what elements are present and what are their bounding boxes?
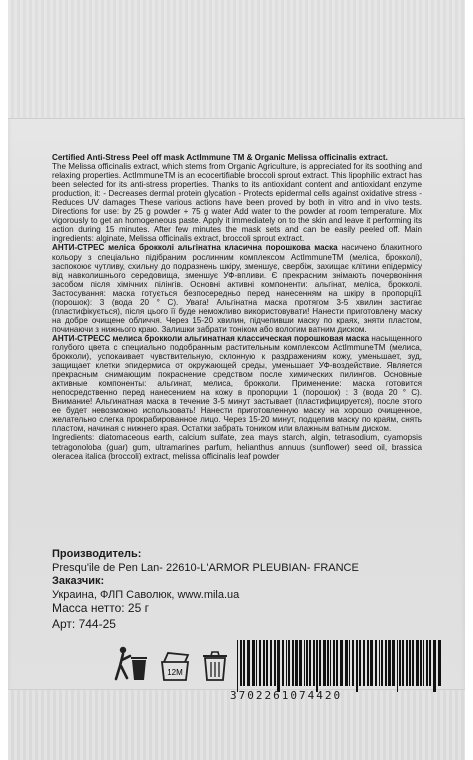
barcode-bar: [379, 640, 380, 686]
label-text: [52, 153, 422, 461]
barcode-bar: [409, 640, 411, 686]
manufacturer-block: [52, 548, 432, 602]
person-bin-icon: [112, 646, 150, 682]
barcode-bar: [240, 640, 242, 686]
barcode-bar: [333, 640, 335, 686]
english-description: The Melissa officinalis extract, which stems from Organic Agriculture, is appreciated for its soothing and relaxing properties. ActImmuneTM is an ecocertifiable broccoli sprout extract. This lipophilic extract has been selected for its anti-stress properties. Thanks to its antioxidant content and antioxidant enzyme production, it: - Decreases dermal protein glycation - Protects epidermal cells against oxidative stress - Reduces UV damages These various actions have been proved by both in vitro and in vivo tests. Directions for use: by 25 g powder + 75 g water Add water to the powder at room temperature. Mix vigorously to get an homogeneous paste. Apply it immediately on to the skin and leave it performing its action during 15 minutes. After few minutes the mask sets and can be easily peeled off. Main ingredients: alginate, Melissa officinalis extract, broccoli sprout extract.: [52, 162, 422, 244]
barcode-bar: [282, 640, 284, 686]
top-seal: [8, 0, 465, 119]
barcode-bar: [304, 640, 305, 686]
russian-description: АНТИ-СТРЕСС мелиса брокколи альгинатная классическая порошковая маска насыщенного голубого цвета с специально подобранным растительным комплексом ActImmuneTM (мелиса, брокколи), успокаивает чувствительную, склонную к раздражениям кожу, уменьшает, зуд, защищает клетки эпидермиса от окружающей среды, уменьшает УФ-воздействие. Является прекрасным снимающим покраснение средством после химических пилингов. Основные активные компоненты: альгинат, мелиса, брокколи. Применение: маска готовится непосредственно перед нанесением на кожу в пропорции 1 (порошок) : 3 (вода 20 ° C). Внимание! Альгинатная маска в течение 3-5 минут застывает (пластифицируется), после этого ее будет невозможно использовать! Нанести приготовленную маску на хорошо очищенное, желательно слегка прокрабированное лицо. Через 15-20 минут, подцепив маску по краям, снять пластом, начиная с нижнего края. Остатки забрать тоником или влажным ватным диском.: [52, 333, 422, 434]
barcode-bar: [402, 640, 404, 686]
barcode-bar: [330, 640, 331, 686]
barcode-bar: [309, 640, 311, 686]
barcode-bar: [292, 640, 294, 686]
barcode-bar: [286, 640, 287, 686]
barcode-bar: [399, 640, 401, 686]
barcode-bar: [412, 640, 414, 686]
barcode-bar: [363, 640, 365, 686]
barcode-number: 3702261074420: [230, 689, 343, 702]
barcode-bar: [416, 640, 419, 686]
recycle-bin-icon: [200, 650, 230, 682]
barcode-bar: [388, 640, 391, 686]
barcode-bar: [426, 640, 428, 686]
barcode-bar: [385, 640, 387, 686]
barcode-bar: [274, 640, 276, 686]
barcode-bar: [381, 640, 383, 686]
barcode-bar: [349, 640, 350, 686]
barcode-bar: [247, 640, 250, 686]
manufacturer-label: Производитель:: [52, 548, 142, 560]
barcode-bar: [392, 640, 395, 686]
barcode-bar: [367, 640, 369, 686]
barcode-bar: [420, 640, 422, 686]
barcode-bar: [299, 640, 302, 686]
barcode-bar: [433, 640, 436, 692]
barcode-bar: [256, 640, 257, 686]
barcode-bar: [323, 640, 326, 686]
barcode-bar: [423, 640, 424, 686]
barcode-bar: [359, 640, 361, 686]
barcode-bar: [313, 640, 315, 686]
barcode-bar: [316, 640, 318, 692]
symbols: [112, 642, 230, 682]
barcode-bar: [270, 640, 272, 686]
barcode-bar: [345, 640, 348, 686]
pao-label: 12M: [167, 668, 183, 677]
barcode-bar: [327, 640, 329, 686]
barcode-bar: [319, 640, 321, 686]
barcode-bar: [295, 640, 298, 686]
customer-label: Заказчик:: [52, 575, 105, 587]
barcode: [235, 640, 445, 692]
article-number: Арт: 744-25: [52, 617, 116, 631]
barcode-bar: [288, 640, 290, 686]
barcode-bar: [237, 640, 238, 692]
barcode-bar: [277, 640, 280, 692]
open-jar-icon: [158, 650, 192, 682]
title: Certified Anti-Stress Peel off mask ActImmune TM & Organic Melissa officinalis extract.: [52, 153, 388, 162]
barcode-bar: [438, 640, 441, 686]
barcode-bar: [306, 640, 308, 686]
manufacturer-address: Presqu'ile de Pen Lan- 22610-L'ARMOR PLEUBIAN- FRANCE: [52, 561, 359, 574]
barcode-bar: [370, 640, 373, 686]
ingredients: Ingredients: diatomaceous earth, calcium sulfate, zea mays starch, algin, tetrasodium, cyamopsis tetragonoloba (guar) gum, ultramarines parfum, helianthus annuus (sunflower) seed oil, brassica oleracea italica (broccoli) extract, melissa officinalis leaf powder: [52, 433, 422, 461]
barcode-bar: [266, 640, 268, 686]
barcode-bar: [397, 640, 398, 692]
barcode-bar: [243, 640, 245, 686]
ukrainian-description: АНТИ-СТРЕС меліса брокколі альгінатна класична порошкова маска насичено блакитного кольору з спеціально підібраним рослинним комплексом ActImmuneTM (меліса, брокколі), заспокоює чутливу, схильну до подразнень шкіру, зменшує, свербіж, захищає клітини епідермісу від навколишнього середовища, зменшує УФ-впливи. Є прекрасним знімають почервоніння засобом після хімічних пілінгів. Основні активні компоненти: альгінат, меліса, брокколі. Застосування: маска готується безпосередньо перед нанесенням на шкіру в пропорції1 (порошок): 3 (вода 20 ° C). Увага! Альгінатна маска протягом 3-5 хвилин застигає (пластифікується), після цього її буде неможливо використовувати! Нанести приготовлену маску на добре очищене обличчя. Через 15-20 хвилин, підчепивши маску по краях, зняти пластом, починаючи з нижнього краю. Залишки забрати тоніком або вологим ватним диском.: [52, 243, 422, 334]
customer-value: Украина, ФЛП Саволюк, www.mila.ua: [52, 588, 240, 601]
barcode-bar: [340, 640, 343, 686]
barcode-bar: [406, 640, 408, 686]
barcode-bar: [429, 640, 431, 686]
net-mass: Масса нетто: 25 г: [52, 601, 149, 615]
mass-block: [52, 600, 432, 632]
barcode-bar: [336, 640, 338, 686]
barcode-bar: [352, 640, 354, 686]
barcode-bar: [259, 640, 261, 686]
barcode-bar: [252, 640, 255, 686]
barcode-bar: [356, 640, 358, 692]
barcode-bar: [375, 640, 377, 686]
barcode-bar: [263, 640, 265, 686]
